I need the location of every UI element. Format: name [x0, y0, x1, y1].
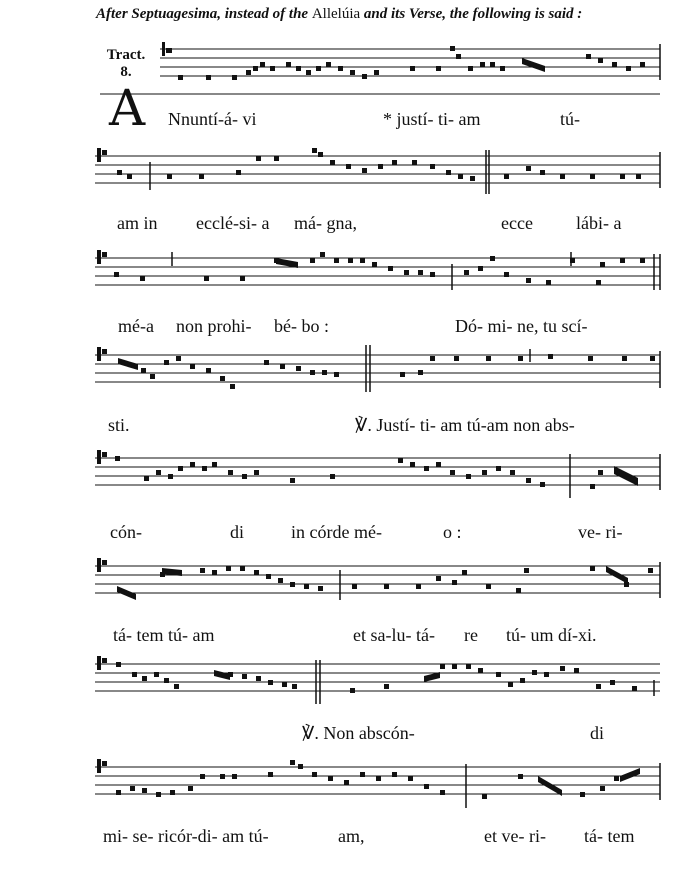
lyric-segment: am,	[338, 826, 365, 846]
lyric-segment: sti.	[108, 415, 130, 435]
lyric-segment: * justí- ti- am	[383, 109, 481, 129]
rubric-text-2: and its Verse, the following is said :	[360, 6, 583, 22]
drop-cap-initial: A	[109, 79, 146, 137]
lyric-segment: re	[464, 625, 478, 645]
lyric-segment: mé-a	[118, 316, 154, 336]
lyric-segment: am in	[117, 213, 158, 233]
lyric-segment: ecclé-si- a	[196, 213, 270, 233]
lyric-segment: non prohi-	[176, 316, 252, 336]
lyric-segment: Nnuntí-á- vi	[168, 109, 257, 129]
lyric-segment: ecce	[501, 213, 533, 233]
lyric-segment: di	[230, 522, 245, 542]
lyric-segment: ve- ri-	[578, 522, 623, 542]
lyric-segment: et ve- ri-	[484, 826, 546, 846]
lyric-segment: tú- um dí-xi.	[506, 625, 597, 645]
lyric-segment: o :	[443, 522, 462, 542]
lyric-segment: má- gna,	[294, 213, 357, 233]
lyric-segment: tá- tem	[584, 826, 635, 846]
lyric-segment: mi- se- ricór-di- am tú-	[103, 826, 269, 846]
rubric-alleluia: Allelúia	[311, 6, 361, 22]
tract-label-number: 8.	[120, 64, 132, 80]
lyric-segment: bé- bo :	[274, 316, 329, 336]
lyric-segment: ℣. Non abscón-	[302, 723, 415, 743]
lyric-segment: lábi- a	[576, 213, 622, 233]
tract-label-title: Tract.	[106, 47, 146, 63]
rubric-text-1: After Septuagesima, instead of the	[96, 6, 312, 22]
lyric-segment: et sa-lu- tá-	[353, 625, 435, 645]
lyric-segment: Dó- mi- ne, tu scí-	[455, 316, 588, 336]
lyric-segment: tá- tem tú- am	[113, 625, 215, 645]
lyric-segment: ℣. Justí- ti- am tú-am non abs-	[355, 415, 575, 435]
lyric-segment: tú-	[560, 109, 580, 129]
lyric-segment: cón-	[110, 522, 142, 542]
lyric-segment: in córde mé-	[291, 522, 382, 542]
lyric-segment: di	[590, 723, 605, 743]
rubric	[96, 6, 662, 23]
tract-label	[98, 47, 154, 81]
